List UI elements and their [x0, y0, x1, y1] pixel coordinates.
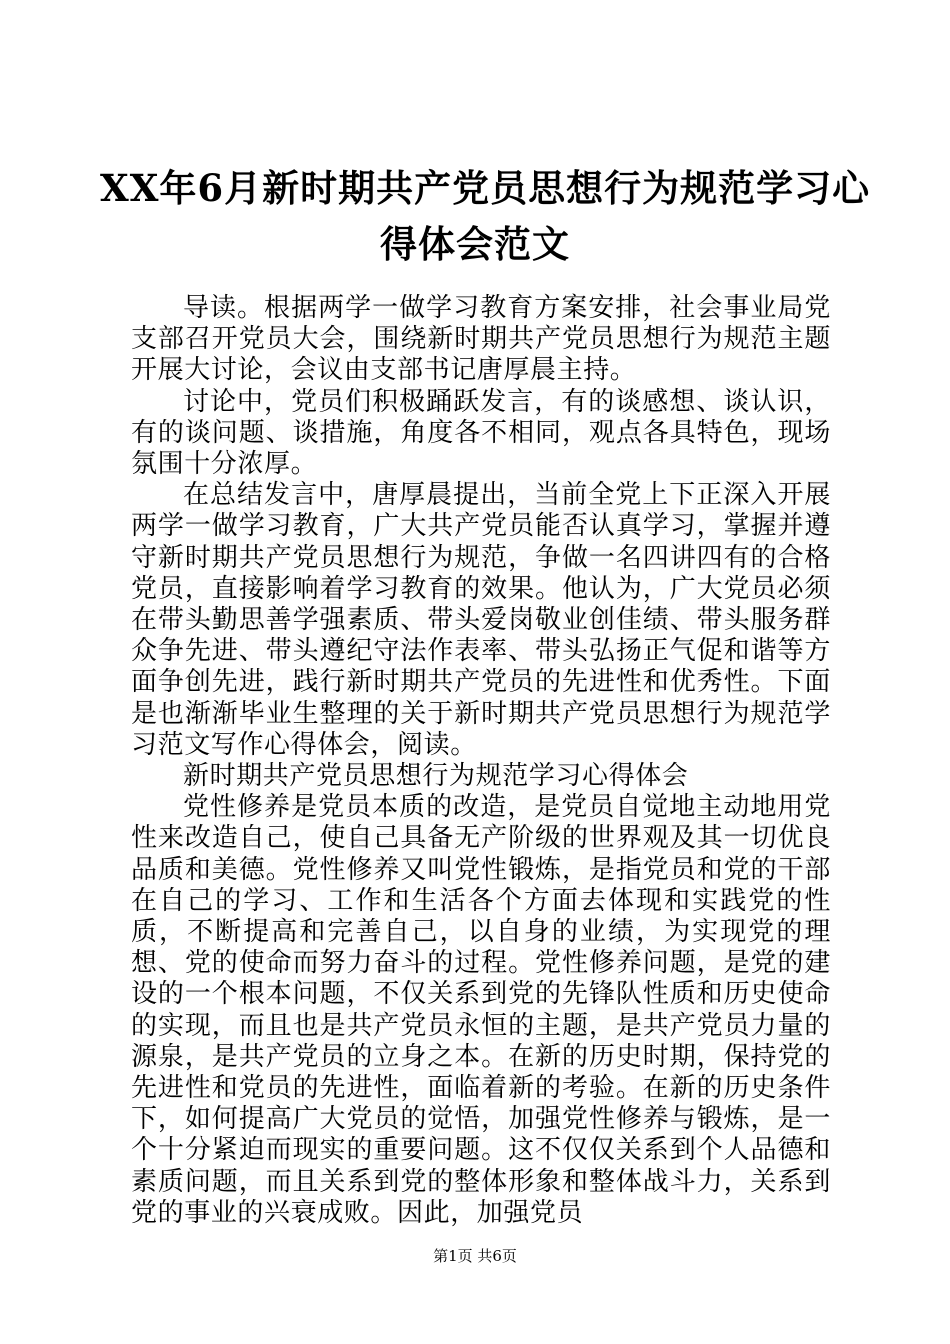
- discussion-paragraph: 讨论中，党员们积极踊跃发言，有的谈感想、谈认识，有的谈问题、谈措施，角度各不相同，观点各具特色，现场氛围十分浓厚。: [131, 386, 831, 480]
- document-title-line-1: XX年6月新时期共产党员思想行为规范学习心: [100, 166, 871, 210]
- document-body: [131, 293, 831, 1229]
- essay-body-paragraph: 党性修养是党员本质的改造，是党员自觉地主动地用党性来改造自己，使自己具备无产阶级的世界观及其一切优良品质和美德。党性修养又叫党性锻炼，是指党员和党的干部在自己的学习、工作和生活各个方面去体现和实践党的性质，不断提高和完善自己，以自身的业绩，为实现党的理想、党的使命而努力奋斗的过程。党性修养问题，是党的建设的一个根本问题，不仅关系到党的先锋队性质和历史使命的实现，而且也是共产党员永恒的主题，是共产党员力量的源泉，是共产党员的立身之本。在新的历史时期，保持党的先进性和党员的先进性，面临着新的考验。在新的历史条件下，如何提高广大党员的觉悟，加强党性修养与锻炼，是一个十分紧迫而现实的重要问题。这不仅仅关系到个人品德和素质问题，而且关系到党的整体形象和整体战斗力，关系到党的事业的兴衰成败。因此，加强党员: [131, 792, 831, 1228]
- intro-paragraph: 导读。根据两学一做学习教育方案安排，社会事业局党支部召开党员大会，围绕新时期共产党员思想行为规范主题开展大讨论，会议由支部书记唐厚晨主持。: [131, 293, 831, 386]
- page-number-footer: 第1页 共6页: [433, 1247, 517, 1265]
- summary-paragraph: 在总结发言中，唐厚晨提出，当前全党上下正深入开展两学一做学习教育，广大共产党员能否认真学习，掌握并遵守新时期共产党员思想行为规范，争做一名四讲四有的合格党员，直接影响着学习教育的效果。他认为，广大党员必须在带头勤思善学强素质、带头爱岗敬业创佳绩、带头服务群众争先进、带头遵纪守法作表率、带头弘扬正气促和谐等方面争创先进，践行新时期共产党员的先进性和优秀性。下面是也渐渐毕业生整理的关于新时期共产党员思想行为规范学习范文写作心得体会，阅读。: [131, 480, 831, 760]
- document-title-line-2: 得体会范文: [380, 222, 570, 266]
- essay-subheading: 新时期共产党员思想行为规范学习心得体会: [183, 761, 689, 792]
